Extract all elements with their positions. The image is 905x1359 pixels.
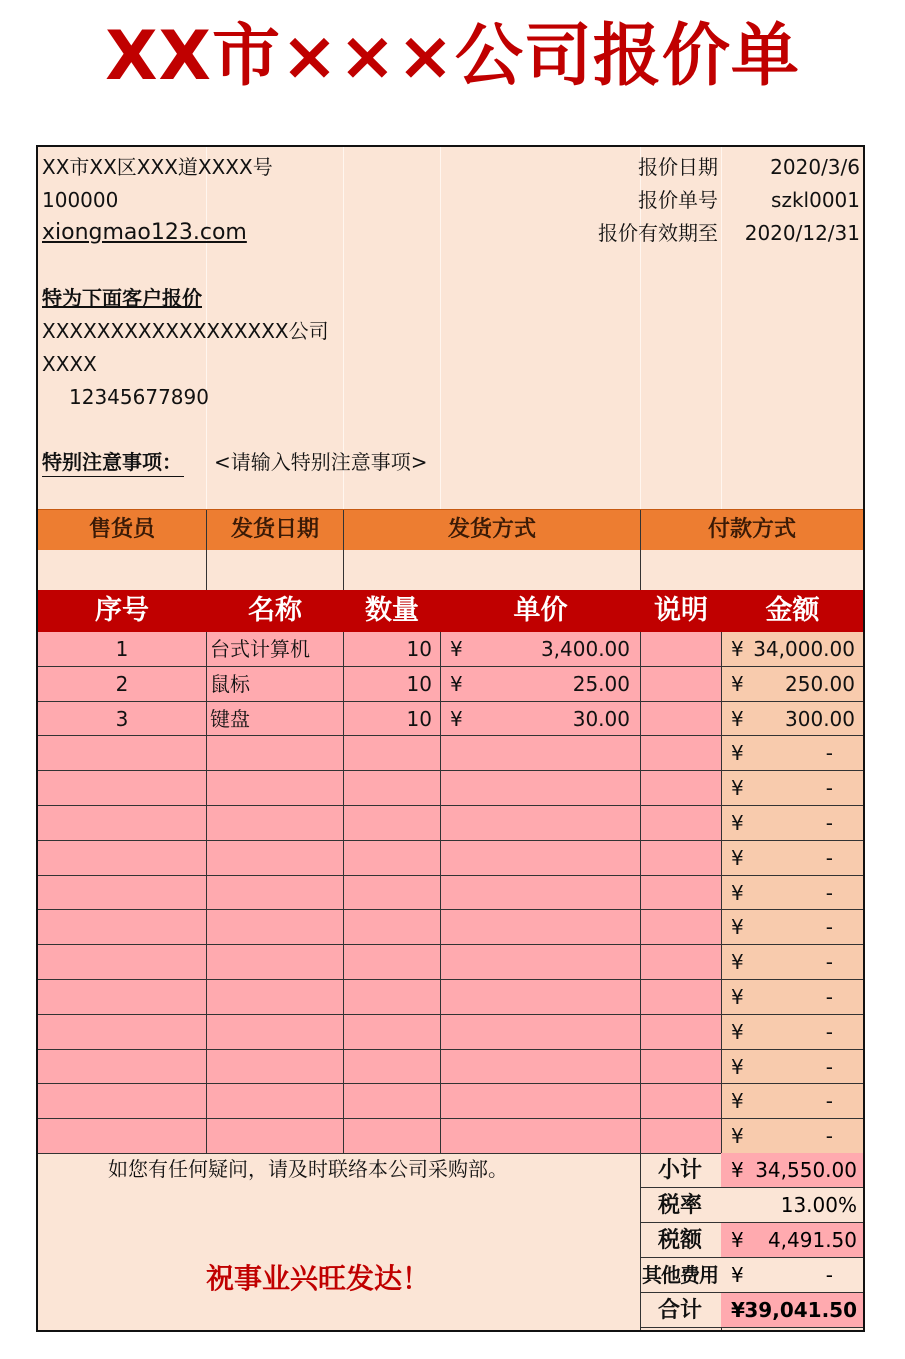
item-qty: 10 — [406, 637, 432, 661]
currency-symbol: ¥ — [731, 880, 744, 905]
header-ship-date: 发货日期 — [230, 517, 319, 542]
total-row — [640, 1223, 863, 1258]
total-value: 13.00% — [780, 1193, 857, 1217]
item-name: 键盘 — [210, 706, 250, 731]
item-amount: - — [825, 741, 833, 766]
item-amount: - — [825, 985, 833, 1009]
item-no: 3 — [115, 706, 129, 731]
total-value: 4,491.50 — [767, 1228, 857, 1252]
company-address: XX市XX区XXX道XXXX号 — [42, 155, 273, 179]
currency-symbol: ¥ — [731, 1263, 744, 1287]
item-unit-price: 25.00 — [572, 671, 630, 696]
currency-symbol: ¥ — [731, 985, 744, 1009]
total-value-cell — [721, 1188, 863, 1222]
table-row[interactable] — [38, 736, 863, 771]
item-amount: - — [825, 915, 833, 940]
footer — [38, 1153, 863, 1332]
total-label: 合计 — [657, 1298, 702, 1323]
table-row[interactable] — [38, 632, 863, 667]
total-value-cell — [721, 1293, 863, 1327]
total-value-cell — [721, 1258, 863, 1292]
currency-symbol: ¥ — [731, 845, 744, 870]
customer-name: XXXXXXXXXXXXXXXXXX公司 — [42, 319, 329, 343]
header-ship-method: 发货方式 — [447, 517, 536, 542]
items-header-row — [38, 590, 863, 632]
total-label: 税额 — [657, 1228, 702, 1253]
currency-symbol: ¥ — [450, 637, 463, 661]
item-amount: - — [825, 950, 833, 975]
currency-symbol: ¥ — [731, 1228, 744, 1252]
table-row[interactable] — [38, 1015, 863, 1050]
company-postcode: 100000 — [42, 188, 119, 212]
customer-phone: 12345677890 — [69, 385, 209, 409]
contact-text: 如您有任何疑问，请及时联络本公司采购部。 — [108, 1157, 508, 1181]
item-amount: 300.00 — [785, 706, 855, 731]
table-row[interactable] — [38, 1119, 863, 1154]
quote-number-value: szkl0001 — [771, 188, 860, 212]
total-row — [640, 1188, 863, 1223]
header-salesperson: 售货员 — [88, 517, 155, 542]
currency-symbol: ¥ — [731, 915, 744, 940]
total-value-cell — [721, 1153, 863, 1187]
currency-symbol: ¥ — [731, 1298, 745, 1322]
table-row[interactable] — [38, 771, 863, 806]
currency-symbol: ¥ — [731, 1158, 744, 1182]
col-no: 序号 — [95, 595, 149, 626]
currency-symbol: ¥ — [731, 1054, 744, 1079]
total-value-cell — [721, 1223, 863, 1257]
currency-symbol: ¥ — [731, 706, 744, 731]
table-row[interactable] — [38, 1050, 863, 1085]
table-row[interactable] — [38, 667, 863, 702]
customer-heading: 特为下面客户报价 — [42, 286, 202, 310]
notes-label: 特别注意事项： — [42, 448, 184, 477]
item-amount: - — [825, 1089, 833, 1114]
total-row — [640, 1258, 863, 1293]
total-label: 小计 — [657, 1158, 702, 1183]
currency-symbol: ¥ — [731, 811, 744, 835]
currency-symbol: ¥ — [731, 1124, 744, 1149]
quote-valid-until-label: 报价有效期至 — [598, 221, 718, 245]
currency-symbol: ¥ — [450, 671, 463, 696]
table-row[interactable] — [38, 980, 863, 1015]
table-row[interactable] — [38, 1084, 863, 1119]
currency-symbol: ¥ — [731, 776, 744, 801]
cell-salesperson[interactable] — [206, 550, 207, 590]
company-website[interactable]: xiongmao123.com — [42, 220, 247, 245]
currency-symbol: ¥ — [731, 741, 744, 766]
item-name: 鼠标 — [210, 671, 250, 696]
table-row[interactable] — [38, 806, 863, 841]
total-value: 34,550.00 — [755, 1158, 857, 1182]
wish-text: 祝事业兴旺发达！ — [206, 1262, 431, 1295]
item-name: 台式计算机 — [210, 637, 310, 661]
total-label: 其他费用 — [642, 1263, 718, 1287]
customer-contact: XXXX — [42, 352, 97, 376]
item-amount: - — [825, 811, 833, 835]
item-no: 1 — [115, 637, 129, 661]
item-no: 2 — [115, 671, 129, 696]
notes-input[interactable]: <请输入特别注意事项> — [214, 450, 428, 474]
cell-ship-method[interactable] — [640, 550, 641, 590]
item-amount: - — [825, 1124, 833, 1149]
total-row — [640, 1293, 863, 1328]
quote-date-label: 报价日期 — [638, 155, 718, 179]
col-name: 名称 — [248, 595, 302, 626]
item-qty: 10 — [406, 671, 432, 696]
item-amount: - — [825, 880, 833, 905]
currency-symbol: ¥ — [450, 706, 463, 731]
col-amount: 金额 — [765, 595, 820, 626]
table-row[interactable] — [38, 910, 863, 945]
item-amount: - — [825, 776, 833, 801]
item-amount: 34,000.00 — [753, 637, 855, 661]
total-label: 税率 — [657, 1193, 702, 1218]
quote-sheet — [36, 145, 865, 1332]
currency-symbol: ¥ — [731, 1019, 744, 1044]
header-payment-method: 付款方式 — [707, 517, 796, 542]
total-row — [640, 1153, 863, 1188]
quote-number-label: 报价单号 — [638, 188, 718, 212]
currency-symbol: ¥ — [731, 1089, 744, 1114]
item-unit-price: 3,400.00 — [540, 637, 630, 661]
item-amount: - — [825, 1019, 833, 1044]
currency-symbol: ¥ — [731, 637, 744, 661]
item-qty: 10 — [406, 706, 432, 731]
shipping-values-row — [38, 550, 863, 591]
table-row[interactable] — [38, 876, 863, 911]
quote-date-value: 2020/3/6 — [770, 155, 860, 179]
col-unit-price: 单价 — [513, 595, 568, 626]
total-value: - — [825, 1263, 833, 1287]
item-amount: - — [825, 845, 833, 870]
table-row[interactable] — [38, 841, 863, 876]
item-unit-price: 30.00 — [572, 706, 630, 731]
currency-symbol: ¥ — [731, 950, 744, 975]
cell-ship-date[interactable] — [343, 550, 344, 590]
item-amount: - — [825, 1054, 833, 1079]
currency-symbol: ¥ — [731, 671, 744, 696]
quote-valid-until-value: 2020/12/31 — [744, 221, 860, 245]
col-note: 说明 — [654, 595, 708, 626]
page-title: XX市×××公司报价单 — [105, 17, 800, 96]
item-amount: 250.00 — [785, 671, 855, 696]
col-qty: 数量 — [365, 595, 419, 626]
total-value: 39,041.50 — [744, 1298, 857, 1322]
shipping-header-row — [38, 509, 863, 551]
table-row[interactable] — [38, 702, 863, 737]
table-row[interactable] — [38, 945, 863, 980]
